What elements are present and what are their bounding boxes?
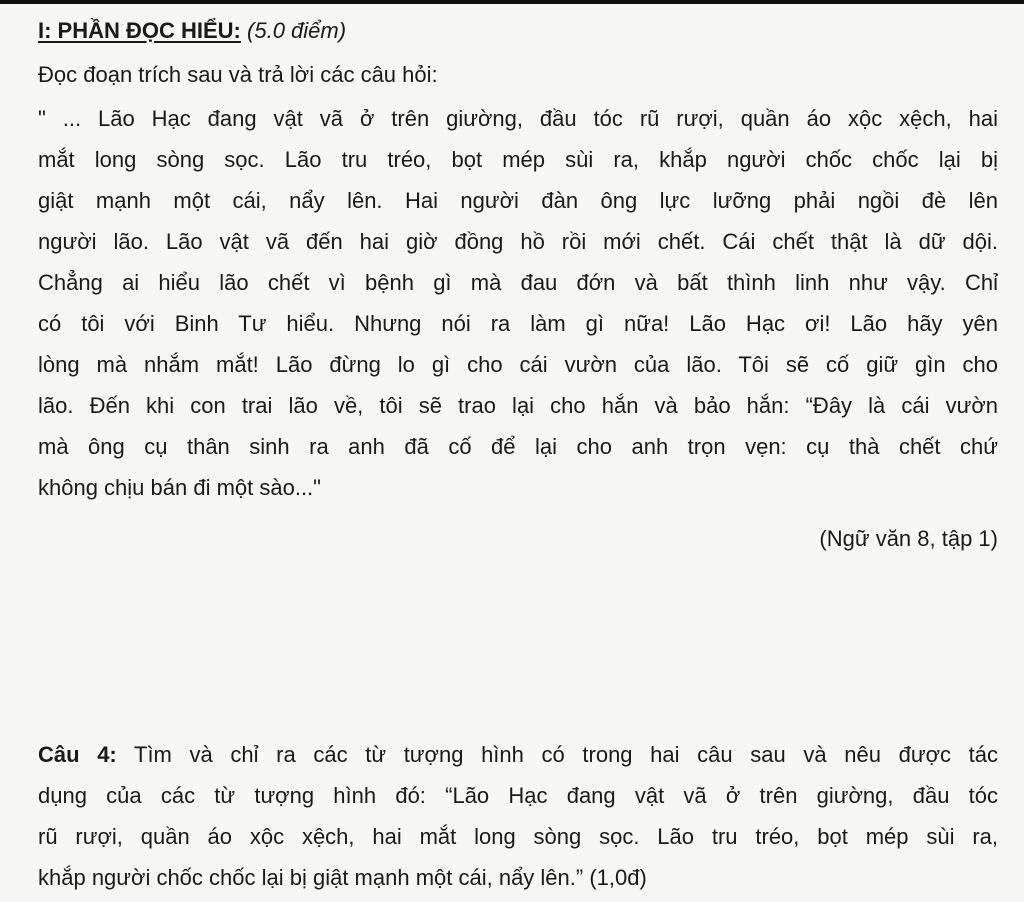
passage-line: " ... Lão Hạc đang vật vã ở trên giường, đầu tóc rũ rượi, quần áo xộc xệch, hai	[38, 106, 998, 131]
passage-line: mà ông cụ thân sinh ra anh đã cố để lại cho anh trọn vẹn: cụ thà chết chứ	[38, 434, 998, 459]
top-edge-divider	[0, 0, 1024, 4]
question-line: khắp người chốc chốc lại bị giật mạnh một cái, nẩy lên.” (1,0đ)	[38, 865, 647, 890]
passage-line: Chẳng ai hiểu lão chết vì bệnh gì mà đau đớn và bất thình linh như vậy. Chỉ	[38, 270, 998, 295]
passage-line: mắt long sòng sọc. Lão tru tréo, bọt mép sùi ra, khắp người chốc chốc lại bị	[38, 147, 998, 172]
passage-line: lòng mà nhắm mắt! Lão đừng lo gì cho cái vườn của lão. Tôi sẽ cố giữ gìn cho	[38, 352, 998, 377]
source-citation: (Ngữ văn 8, tập 1)	[819, 526, 998, 551]
passage-line: không chịu bán đi một sào..."	[38, 475, 321, 500]
question-4	[38, 734, 998, 898]
section-heading	[38, 16, 346, 46]
passage-line: có tôi với Binh Tư hiểu. Nhưng nói ra làm gì nữa! Lão Hạc ơi! Lão hãy yên	[38, 311, 998, 336]
question-label: Câu 4:	[38, 742, 117, 767]
question-line	[38, 734, 998, 775]
question-line: dụng của các từ tượng hình đó: “Lão Hạc đang vật vã ở trên giường, đầu tóc	[38, 783, 998, 808]
section-title: I: PHẦN ĐỌC HIỂU:	[38, 18, 241, 43]
passage-line: giật mạnh một cái, nẩy lên. Hai người đàn ông lực lưỡng phải ngồi đè lên	[38, 188, 998, 213]
question-text: Tìm và chỉ ra các từ tượng hình có trong hai câu sau và nêu được tác	[116, 742, 998, 767]
instruction-text: Đọc đoạn trích sau và trả lời các câu hỏi:	[38, 62, 438, 87]
passage-line: người lão. Lão vật vã đến hai giờ đồng hồ rồi mới chết. Cái chết thật là dữ dội.	[38, 229, 998, 254]
section-score: (5.0 điểm)	[247, 18, 347, 43]
passage-line: lão. Đến khi con trai lão về, tôi sẽ trao lại cho hắn và bảo hắn: “Đây là cái vườn	[38, 393, 998, 418]
question-line: rũ rượi, quần áo xộc xệch, hai mắt long sòng sọc. Lão tru tréo, bọt mép sùi ra,	[38, 824, 998, 849]
passage-excerpt	[38, 98, 998, 508]
